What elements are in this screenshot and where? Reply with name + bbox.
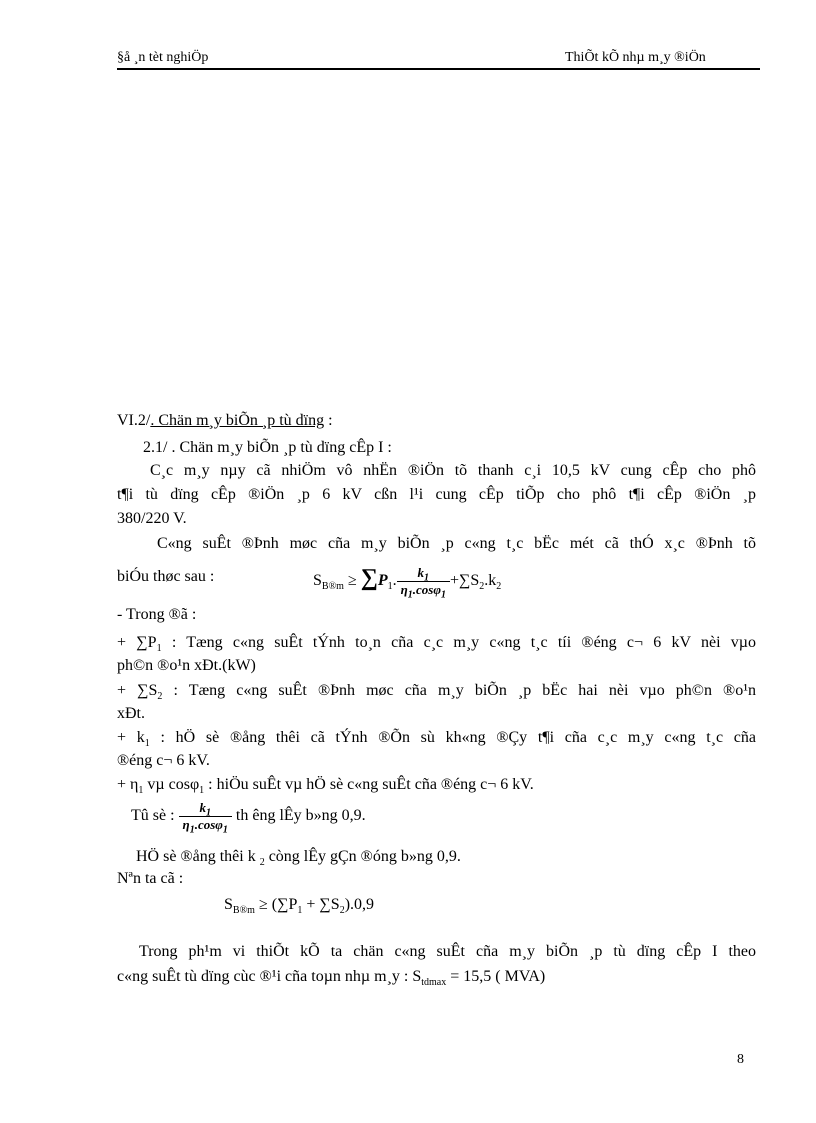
formula1: $S_{B®m} \ge \sum P_1$. $\frac{k_1}{\eta_1.\cos\varphi_1}$ $+\sum S_2.k_2$	[313, 564, 502, 601]
ratio-line: Tû sè : $\frac{k_1}{\eta_1.\cos\varphi_1}$ th êng lÊy b»ng 0,9.	[131, 799, 366, 836]
item1-line1: + $\sum P_1$ : Tæng c«ng suÊt tÝnh to¸n cña c¸c m¸y c«ng t¸c tíi ®éng c¬ 6 kV nèi vµo	[117, 634, 757, 655]
para2-line1: C«ng suÊt ®Þnh møc cña m¸y biÕn ¸p c«ng t¸c bËc mét cã thÓ x¸c ®Þnh tõ	[157, 535, 756, 552]
page-number: 8	[737, 1052, 744, 1067]
item3-line2: ®éng c¬ 6 kV.	[117, 752, 210, 769]
section-heading: VI.2/. Chän m¸y biÕn ¸p tù dïng :	[117, 412, 333, 429]
subsection-heading: 2.1/ . Chän m¸y biÕn ¸p tù dïng cÊp I :	[143, 439, 392, 456]
hence-line: Nªn ta cã :	[117, 870, 184, 887]
para3-line1: Trong ph¹m vi thiÕt kÕ ta chän c«ng suÊt cña m¸y biÕn ¸p tù dïng cÊp I theo	[139, 943, 756, 960]
para1-line2: t¶i tù dïng cÊp ®iÖn ¸p 6 kV cßn l¹i cung cÊp tiÕp cho phô t¶i cÊp ®iÖn ¸p	[117, 486, 756, 503]
formula2: $S_{B®m} \ge (\sum P_1 + \sum S_2).0,9$	[224, 896, 375, 917]
para2-line2: biÓu thøc sau :	[117, 568, 215, 585]
where-label: - Trong ®ã :	[117, 606, 197, 623]
para1-line1: C¸c m¸y nµy cã nhiÖm vô nhËn ®iÖn tõ thanh c¸i 10,5 kV cung cÊp cho phô	[150, 462, 756, 479]
para3-line2: c«ng suÊt tù dïng cùc ®¹i cña toµn nhµ m¸y : $S_{tdmax} = 15,5$ ( MVA)	[117, 968, 546, 989]
header-rule	[117, 68, 760, 70]
coef-line: HÖ sè ®ång thêi k $_2$ còng lÊy gÇn ®óng b»ng 0,9.	[136, 848, 461, 869]
item1-line2: ph©n ®o¹n xÐt.(kW)	[117, 657, 256, 674]
header-right: ThiÕt kÕ nhµ m¸y ®iÖn	[565, 50, 706, 65]
item2-line1: + $\sum S_2$ : Tæng c«ng suÊt ®Þnh møc cña m¸y biÕn ¸p bËc hai nèi vµo ph©n ®o¹n	[117, 682, 756, 703]
item3-line1: + $k_1$ : hÖ sè ®ång thêi cã tÝnh ®Õn sù kh«ng ®Çy t¶i cña c¸c m¸y c«ng t¸c cña	[117, 729, 757, 750]
item2-line2: xÐt.	[117, 705, 145, 722]
para1-line3: 380/220 V.	[117, 510, 187, 527]
item4: + $\eta_1$ vµ cosφ$_1$ : hiÖu suÊt vµ hÖ sè c«ng suÊt cña ®éng c¬ 6 kV.	[117, 776, 534, 797]
header-left: §å ¸n tèt nghiÖp	[117, 50, 209, 65]
